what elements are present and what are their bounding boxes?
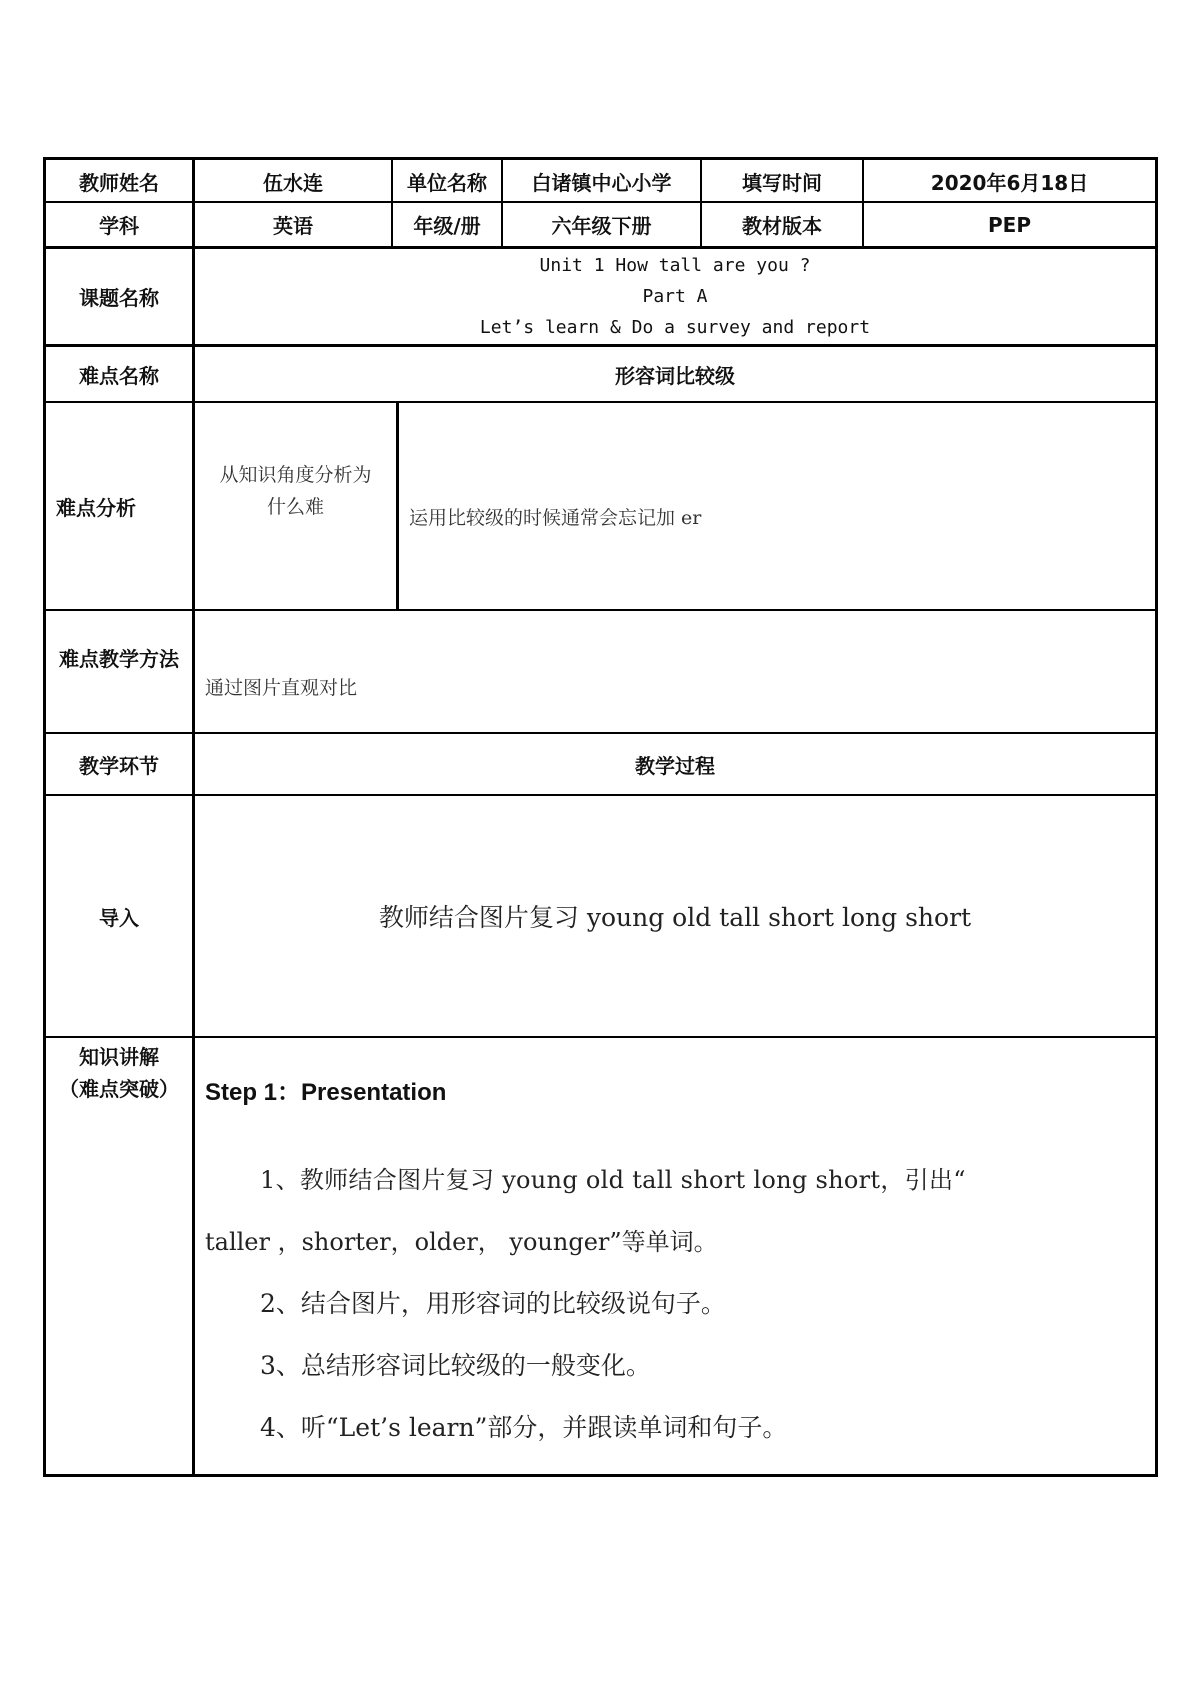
stage-label: 教学环节 bbox=[79, 753, 159, 778]
edition-value: PEP bbox=[988, 212, 1031, 237]
subject-label: 学科 bbox=[99, 214, 139, 238]
teacher-name-label: 教师姓名 bbox=[79, 170, 159, 195]
date-label: 填写时间 bbox=[742, 170, 822, 195]
analysis-question-line2: 什么难 bbox=[266, 496, 324, 518]
knowledge-label bbox=[46, 1040, 192, 1106]
analysis-question-line1: 从知识角度分析为 bbox=[219, 464, 372, 486]
topic-value bbox=[195, 249, 1155, 344]
knowledge-item-4: 4、听“Let’s learn”部分，并跟读单词和句子。 bbox=[260, 1413, 788, 1442]
topic-activity-line: Let’s learn & Do a survey and report bbox=[479, 317, 871, 338]
knowledge-label-line1: 知识讲解 bbox=[79, 1045, 159, 1069]
row-divider bbox=[43, 1036, 1158, 1038]
knowledge-item-1-line1: 1、教师结合图片复习 young old tall short long short，引出“ bbox=[260, 1166, 966, 1194]
topic-part-line: Part A bbox=[642, 286, 708, 307]
unit-name-value: 白诸镇中心小学 bbox=[531, 170, 672, 195]
knowledge-item-2: 2、结合图片，用形容词的比较级说句子。 bbox=[260, 1289, 726, 1318]
difficulty-value: 形容词比较级 bbox=[615, 363, 735, 388]
grade-value: 六年级下册 bbox=[551, 214, 652, 238]
teacher-name-value: 伍水连 bbox=[263, 170, 323, 195]
intro-label: 导入 bbox=[99, 905, 139, 930]
method-value: 通过图片直观对比 bbox=[205, 677, 358, 699]
step-title: Step 1：Presentation bbox=[205, 1079, 447, 1106]
topic-unit-line: Unit 1 How tall are you ? bbox=[539, 255, 811, 276]
intro-value: 教师结合图片复习 young old tall short long short bbox=[378, 903, 972, 932]
grade-label: 年级/册 bbox=[413, 214, 481, 238]
difficulty-label: 难点名称 bbox=[79, 363, 159, 388]
analysis-label: 难点分析 bbox=[56, 495, 136, 520]
analysis-question bbox=[195, 403, 396, 609]
knowledge-item-1-line2: taller ，shorter，older， younger”等单词。 bbox=[205, 1228, 718, 1256]
date-value: 2020年6月18日 bbox=[930, 170, 1089, 195]
subject-value: 英语 bbox=[273, 214, 313, 238]
unit-name-label: 单位名称 bbox=[407, 170, 487, 195]
process-label: 教学过程 bbox=[635, 753, 715, 778]
topic-label: 课题名称 bbox=[79, 286, 159, 310]
knowledge-label-line2: （难点突破） bbox=[59, 1077, 179, 1101]
analysis-answer: 运用比较级的时候通常会忘记加 er bbox=[409, 506, 702, 529]
method-label: 难点教学方法 bbox=[59, 647, 179, 671]
edition-label: 教材版本 bbox=[742, 214, 822, 238]
knowledge-item-3: 3、总结形容词比较级的一般变化。 bbox=[260, 1351, 651, 1380]
table-border-right bbox=[1155, 157, 1158, 1477]
table-border-bottom bbox=[43, 1474, 1158, 1477]
